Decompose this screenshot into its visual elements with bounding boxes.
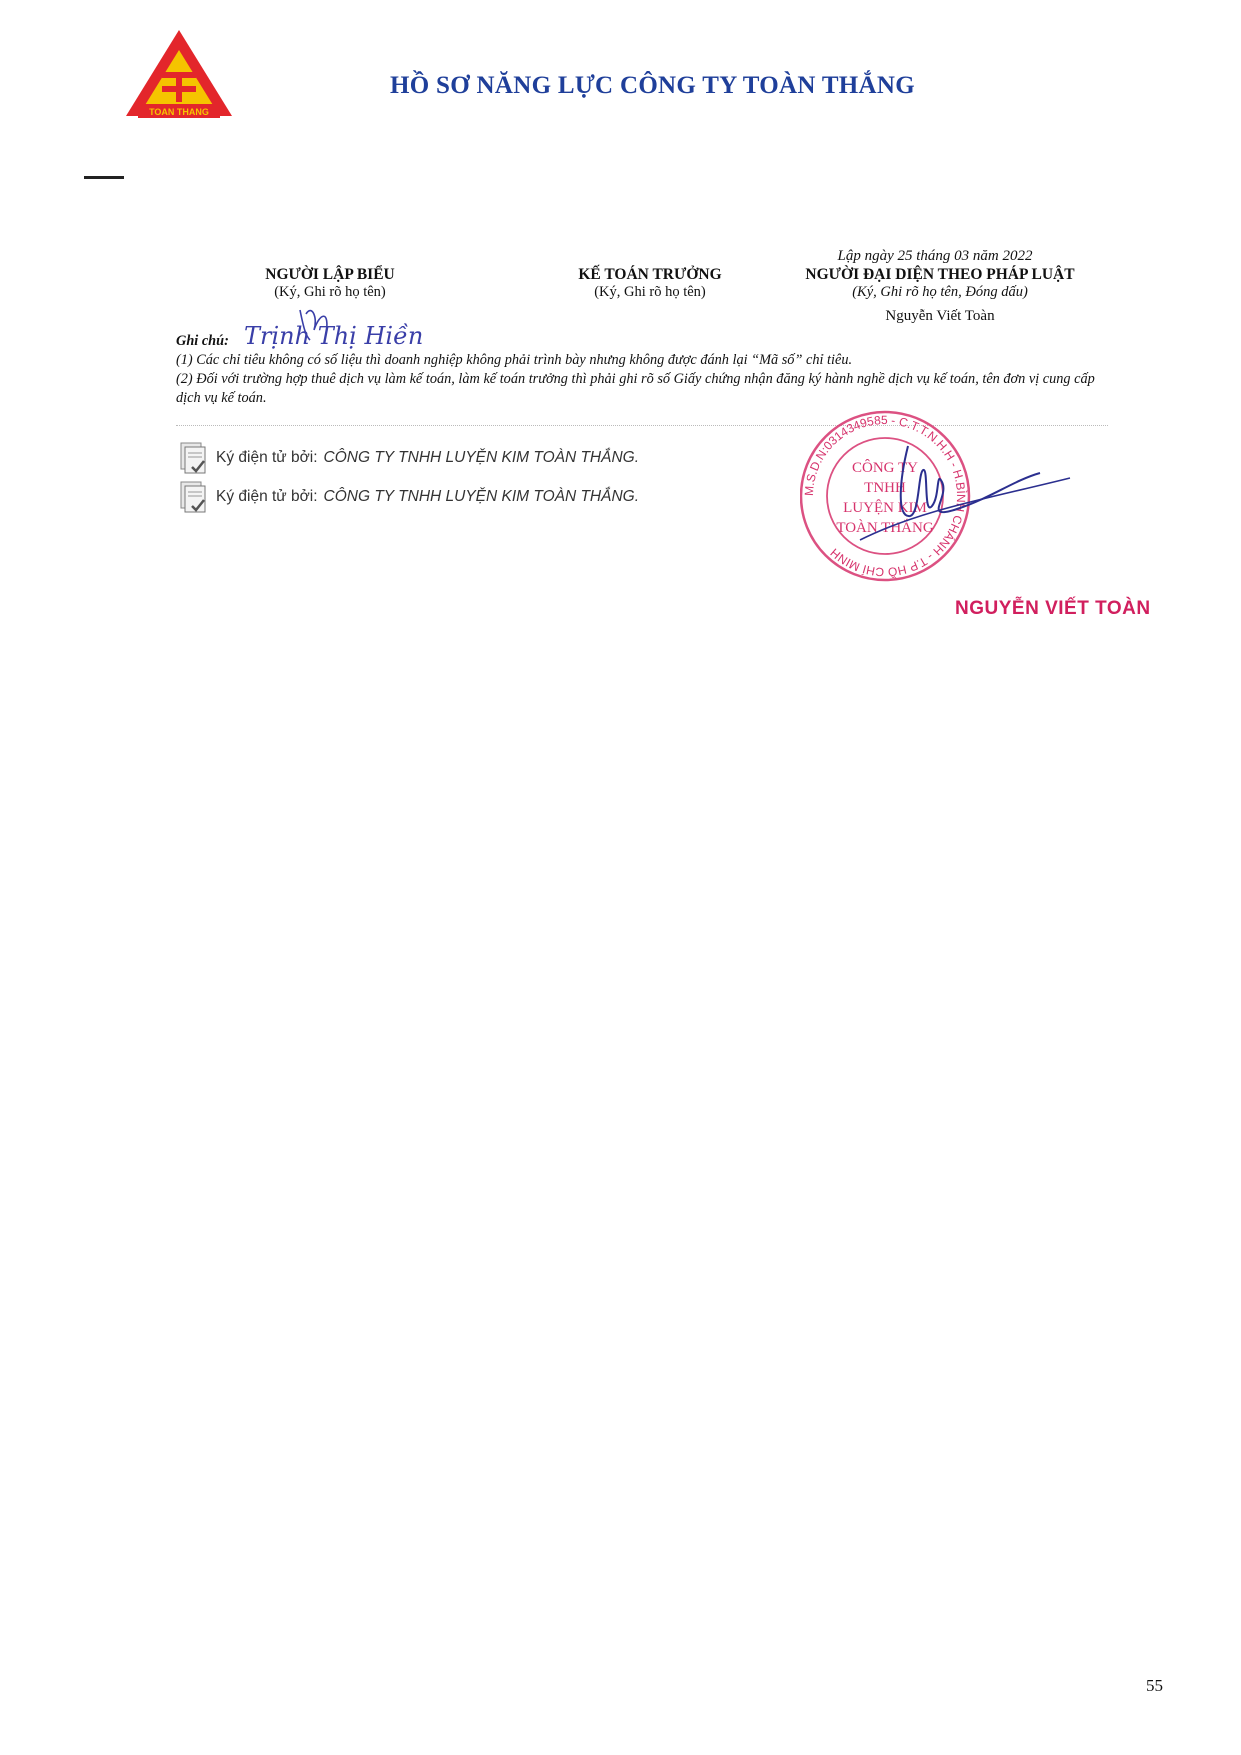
legal-rep-title: NGƯỜI ĐẠI DIỆN THEO PHÁP LUẬT: [805, 266, 1075, 283]
prepared-date: Lập ngày 25 tháng 03 năm 2022: [837, 248, 1033, 264]
esign-prefix-1: Ký điện tử bởi:: [216, 449, 318, 466]
page-number: 55: [1146, 1676, 1163, 1695]
handwritten-name-text: Trịnh Thị Hiền: [244, 322, 424, 350]
stamp-signer-name: NGUYỄN VIẾT TOÀN: [955, 598, 1151, 619]
legal-rep-name: Nguyễn Viết Toàn: [885, 308, 995, 324]
esign-company-1: CÔNG TY TNHH LUYỆN KIM TOÀN THẮNG.: [323, 449, 640, 466]
stamp-line-2: TNHH: [864, 480, 906, 496]
chief-accountant-title: KẾ TOÁN TRƯỞNG: [578, 266, 722, 283]
note-item-2: (2) Đối với trường hợp thuê dịch vụ làm kế toán, làm kế toán trưởng thì phải ghi rõ số Giấy chứng nhận đăng ký hành nghề dịch vụ kế toán, tên đơn vị cung cấp dịch vụ kế toán.: [176, 371, 1095, 406]
corner-mark: [84, 176, 124, 179]
legal-rep-instruction: (Ký, Ghi rõ họ tên, Đóng dấu): [852, 284, 1028, 300]
logo-text: TOAN THANG: [149, 107, 209, 117]
preparer-instruction: (Ký, Ghi rõ họ tên): [274, 284, 386, 300]
chief-accountant-instruction: (Ký, Ghi rõ họ tên): [594, 284, 706, 300]
stamp-ring-text: M.S.D.N:0314349585 - C.T.T.N.H.H - H.BÌNH CHÁNH - T.P HỒ CHÍ MINH: [801, 412, 969, 580]
esign-prefix-2: Ký điện tử bởi:: [216, 488, 318, 505]
notes-section: [176, 332, 1096, 408]
notes-label: Ghi chú:: [176, 333, 229, 349]
stamp-line-1: CÔNG TY: [852, 460, 918, 476]
certificate-icon: [178, 440, 210, 476]
esign-line-2: [178, 479, 639, 515]
certificate-icon: [178, 479, 210, 515]
signature-block-legal-rep: [780, 266, 1100, 301]
esign-company-2: CÔNG TY TNHH LUYỆN KIM TOÀN THẮNG.: [323, 488, 640, 505]
company-stamp: [800, 398, 1090, 593]
stamp-line-3: LUYỆN KIM: [843, 500, 927, 516]
preparer-title: NGƯỜI LẬP BIỂU: [265, 266, 395, 283]
signature-block-preparer: [230, 266, 430, 301]
note-item-1: (1) Các chỉ tiêu không có số liệu thì doanh nghiệp không phải trình bày nhưng không được đánh lại “Mã số” chỉ tiêu.: [176, 352, 853, 368]
esign-line-1: [178, 440, 639, 476]
stamp-line-4: TOÀN THẮNG: [836, 520, 934, 536]
page-title: HỒ SƠ NĂNG LỰC CÔNG TY TOÀN THẮNG: [389, 72, 916, 99]
signature-block-chief-accountant: [540, 266, 760, 301]
